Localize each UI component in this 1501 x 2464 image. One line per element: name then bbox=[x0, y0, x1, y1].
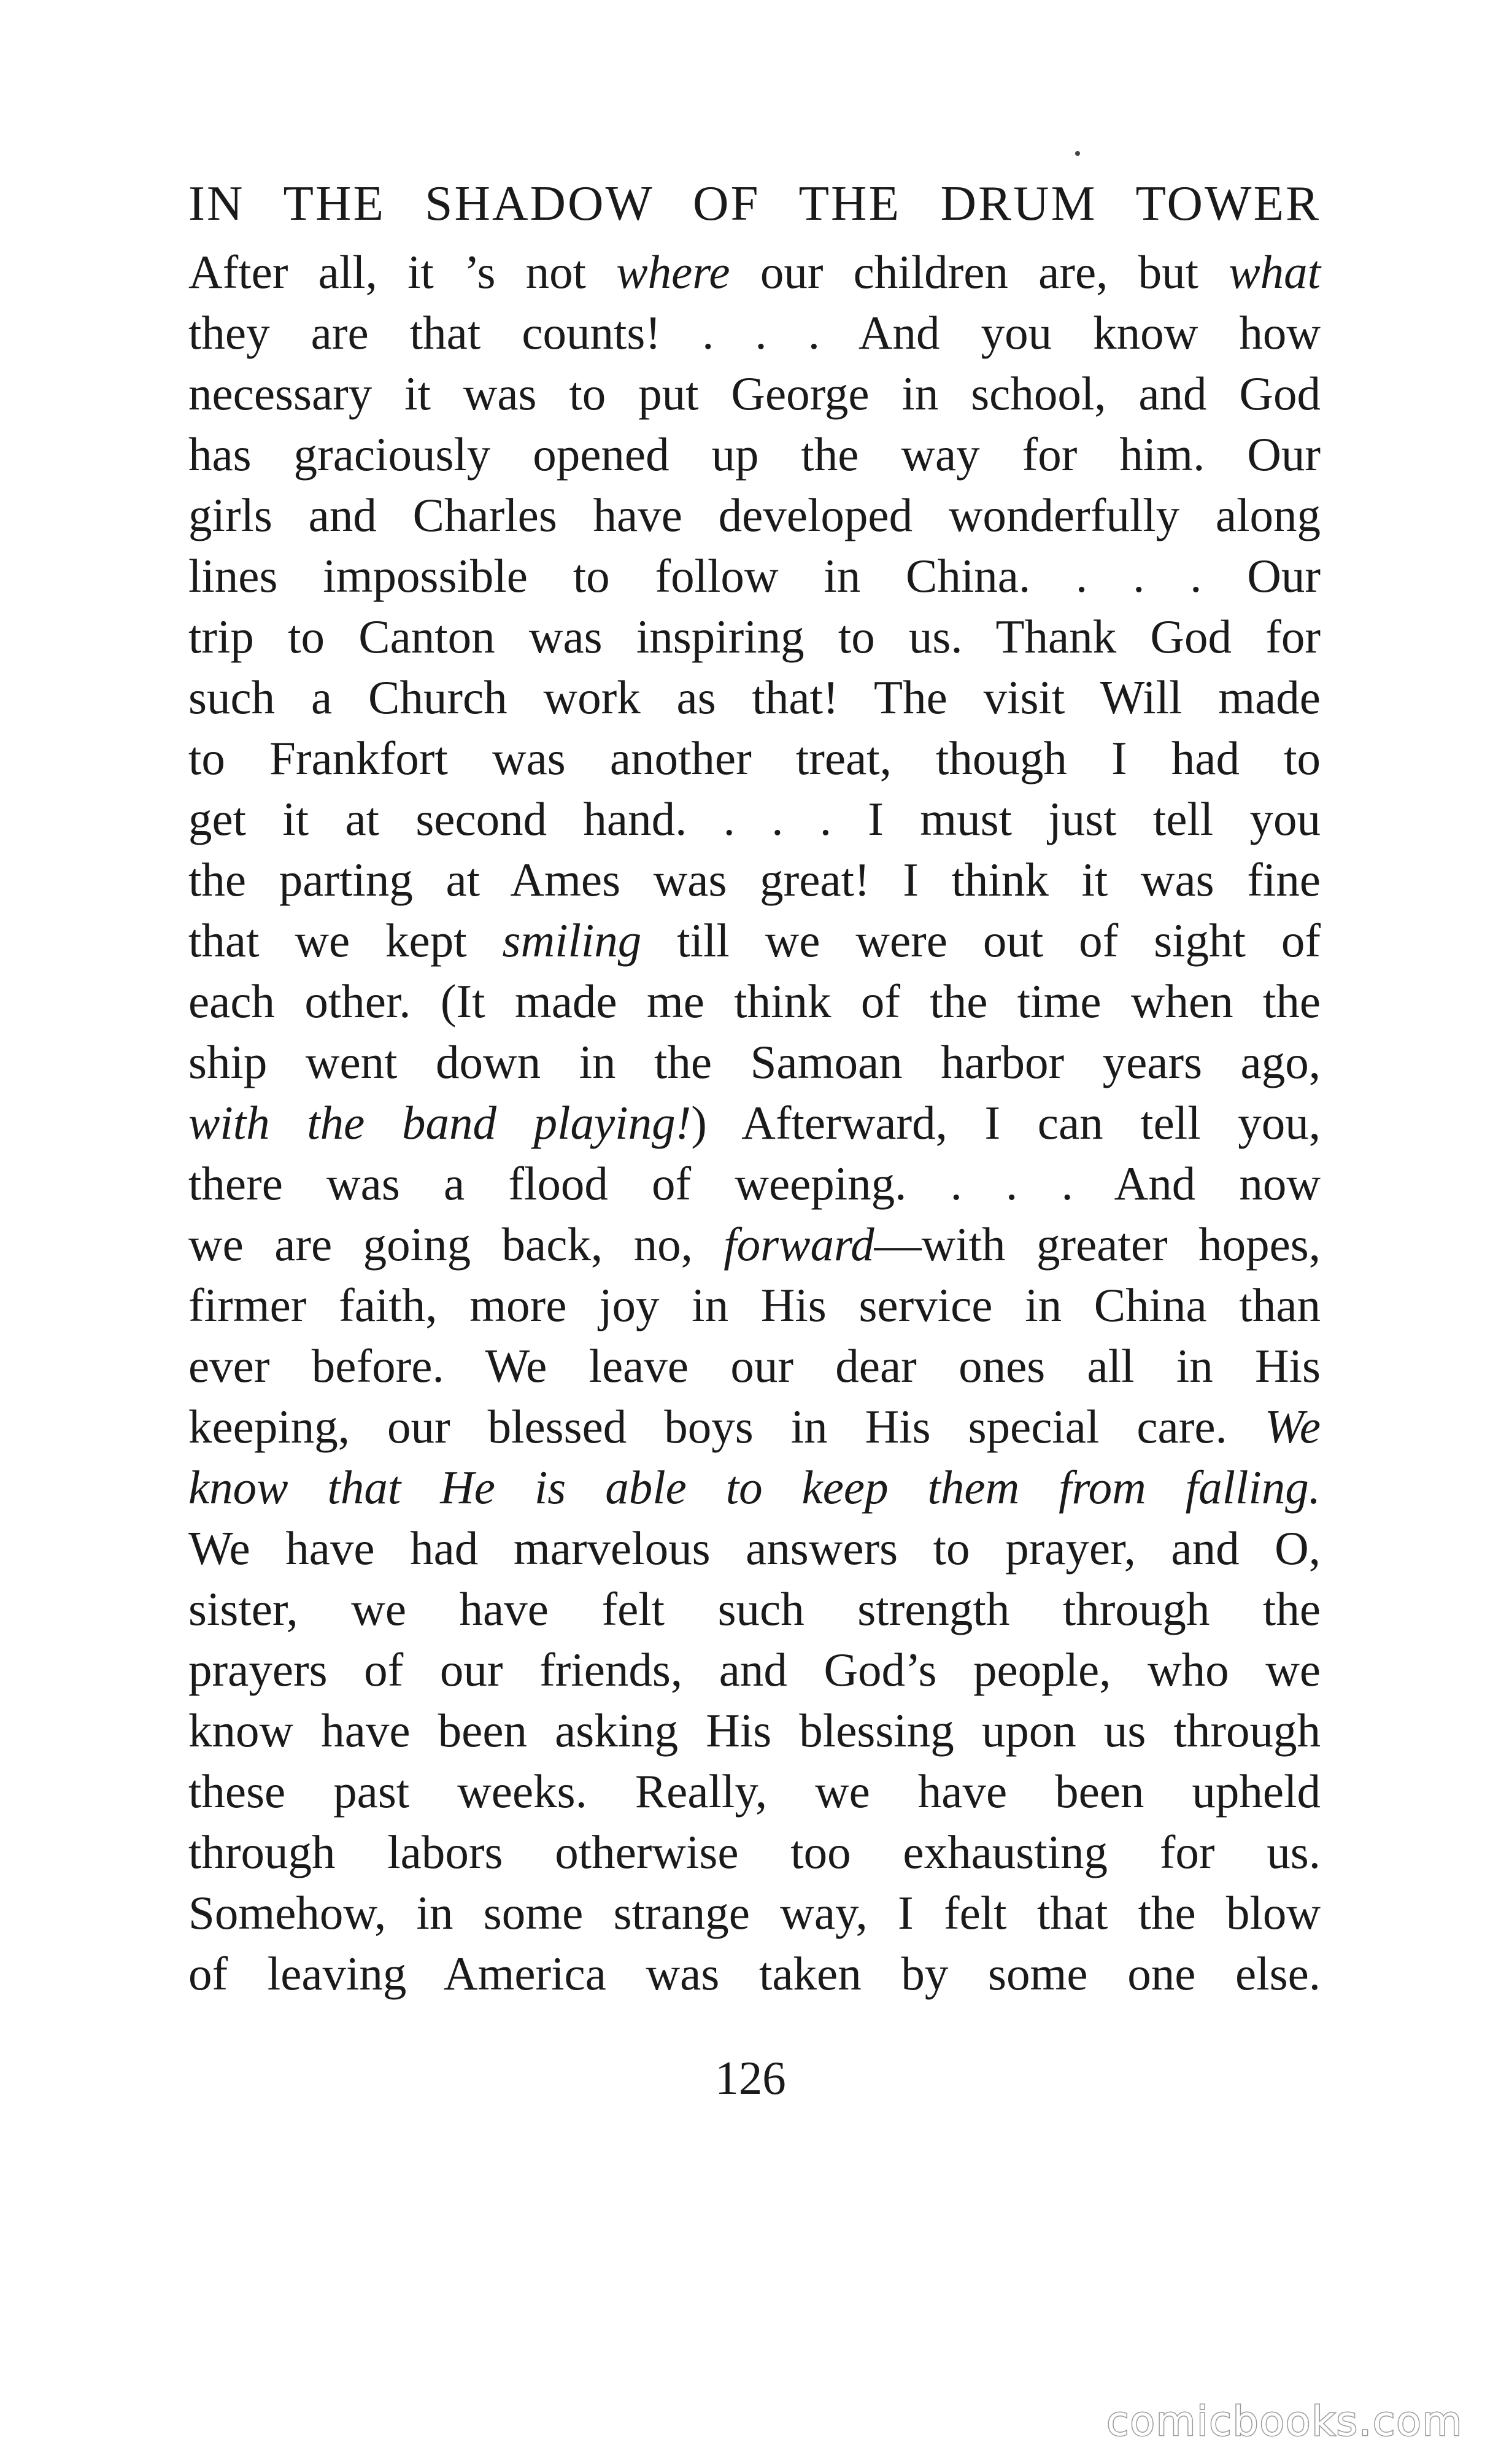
text-segment: necessary it was to put George in school, and God bbox=[188, 367, 1321, 420]
text-segment: We have had marvelous answers to prayer, and O, bbox=[188, 1522, 1321, 1575]
text-segment: they are that counts! . . . And you know how bbox=[188, 306, 1321, 359]
text-line bbox=[188, 1336, 1321, 1397]
italic-text: smiling bbox=[502, 914, 642, 967]
italic-text: where bbox=[616, 246, 730, 298]
text-segment: get it at second hand. . . . I must just tell you bbox=[188, 792, 1321, 845]
text-line bbox=[188, 1457, 1321, 1518]
text-line bbox=[188, 1518, 1321, 1579]
italic-text: forward bbox=[723, 1218, 874, 1271]
text-segment: the parting at Ames was great! I think it was fine bbox=[188, 853, 1321, 906]
text-line bbox=[188, 1640, 1321, 1700]
text-segment: we are going back, no, bbox=[188, 1218, 724, 1271]
text-segment: know have been asking His blessing upon us through bbox=[188, 1704, 1321, 1757]
running-head: IN THE SHADOW OF THE DRUM TOWER bbox=[188, 176, 1321, 231]
text-line bbox=[188, 363, 1321, 424]
text-line bbox=[188, 424, 1321, 485]
text-line bbox=[188, 1822, 1321, 1883]
print-speck bbox=[1075, 151, 1080, 156]
text-segment: ) Afterward, I can tell you, bbox=[691, 1096, 1321, 1149]
text-segment: our children are, but bbox=[730, 246, 1229, 298]
text-segment: girls and Charles have developed wonderfully along bbox=[188, 489, 1321, 541]
text-line bbox=[188, 1943, 1321, 2004]
text-segment: keeping, our blessed boys in His special care. bbox=[188, 1400, 1265, 1453]
text-segment: ship went down in the Samoan harbor years ago, bbox=[188, 1036, 1321, 1088]
text-segment: till we were out of sight of bbox=[641, 914, 1321, 967]
text-segment: each other. (It made me think of the time when the bbox=[188, 975, 1321, 1028]
text-line bbox=[188, 242, 1321, 303]
body-text bbox=[188, 242, 1321, 2004]
text-segment: After all, it ’s not bbox=[188, 246, 617, 298]
text-line bbox=[188, 485, 1321, 546]
text-line bbox=[188, 1579, 1321, 1640]
text-line bbox=[188, 1397, 1321, 1457]
italic-text: know that He is able to keep them from falling. bbox=[188, 1461, 1321, 1514]
watermark-logo: comicbooks.com bbox=[1106, 2398, 1463, 2445]
text-line bbox=[188, 1883, 1321, 1943]
text-line bbox=[188, 546, 1321, 606]
italic-text: what bbox=[1229, 246, 1321, 298]
text-segment: there was a flood of weeping. . . . And now bbox=[188, 1157, 1321, 1210]
text-segment: of leaving America was taken by some one else. bbox=[188, 1947, 1321, 2000]
text-segment: has graciously opened up the way for him. Our bbox=[188, 428, 1321, 481]
text-segment: ever before. We leave our dear ones all in His bbox=[188, 1339, 1321, 1392]
text-segment: to Frankfort was another treat, though I had to bbox=[188, 732, 1321, 785]
text-line bbox=[188, 1032, 1321, 1093]
text-segment: that we kept bbox=[188, 914, 503, 967]
text-segment: lines impossible to follow in China. . . . Our bbox=[188, 549, 1321, 602]
page-number: 126 bbox=[715, 2051, 786, 2104]
text-line bbox=[188, 1761, 1321, 1822]
text-segment: through labors otherwise too exhausting for us. bbox=[188, 1826, 1321, 1878]
text-line bbox=[188, 910, 1321, 971]
text-line bbox=[188, 850, 1321, 910]
text-line bbox=[188, 1093, 1321, 1153]
text-segment: these past weeks. Really, we have been upheld bbox=[188, 1765, 1321, 1818]
text-line bbox=[188, 1700, 1321, 1761]
text-segment: firmer faith, more joy in His service in China than bbox=[188, 1279, 1321, 1331]
text-segment: Somehow, in some strange way, I felt that the blow bbox=[188, 1886, 1321, 1939]
text-segment: prayers of our friends, and God’s people, who we bbox=[188, 1643, 1321, 1696]
text-line bbox=[188, 667, 1321, 728]
text-line bbox=[188, 303, 1321, 363]
text-line bbox=[188, 1214, 1321, 1275]
text-segment: sister, we have felt such strength through the bbox=[188, 1583, 1321, 1635]
text-line bbox=[188, 971, 1321, 1032]
text-line bbox=[188, 606, 1321, 667]
text-line bbox=[188, 728, 1321, 789]
text-segment: —with greater hopes, bbox=[874, 1218, 1321, 1271]
italic-text: with the band playing! bbox=[188, 1096, 692, 1149]
italic-text: We bbox=[1264, 1400, 1321, 1453]
text-line bbox=[188, 1275, 1321, 1336]
text-line bbox=[188, 789, 1321, 850]
text-segment: such a Church work as that! The visit Will made bbox=[188, 671, 1321, 724]
text-line bbox=[188, 1153, 1321, 1214]
text-segment: trip to Canton was inspiring to us. Thank God for bbox=[188, 610, 1321, 663]
